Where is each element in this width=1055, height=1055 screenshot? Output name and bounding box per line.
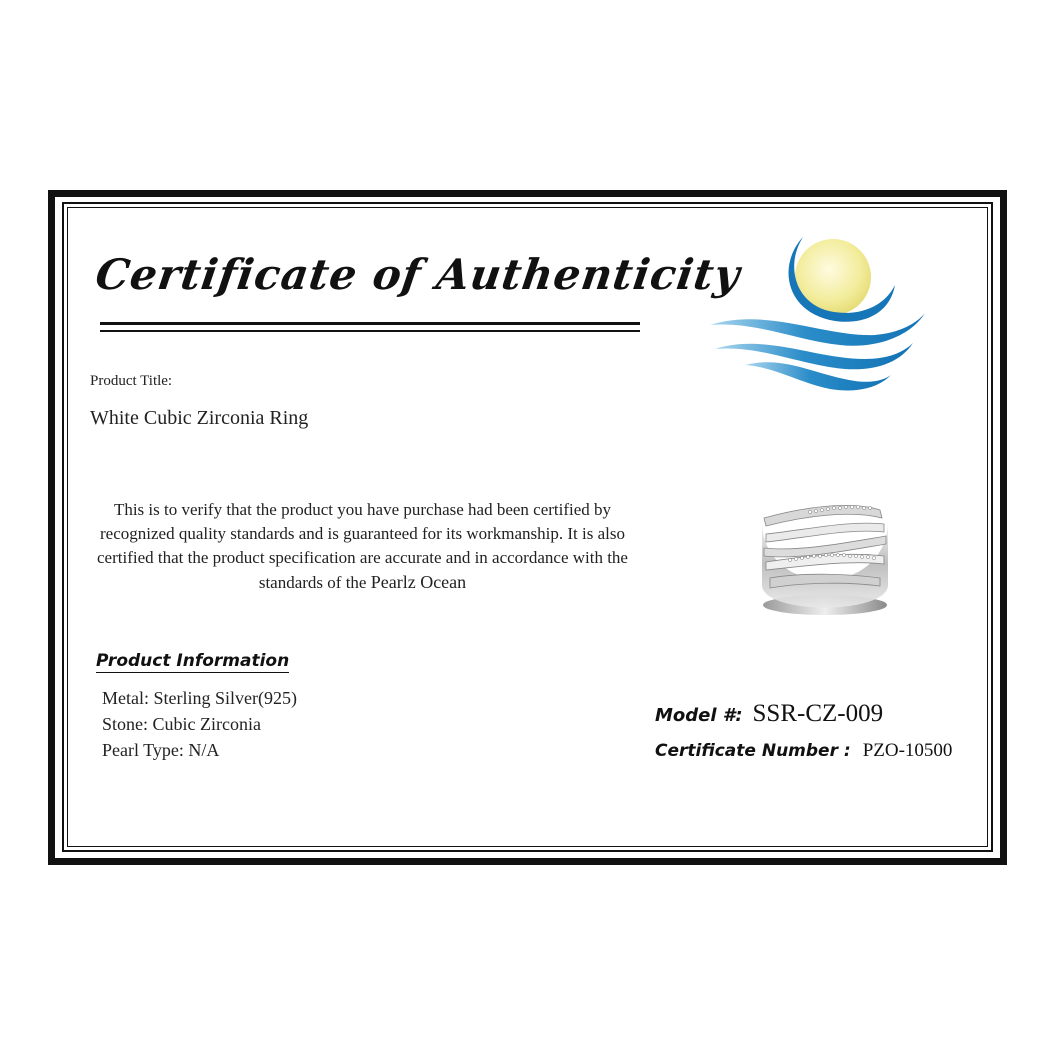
- silver-ring-photo-icon: [750, 490, 900, 620]
- product-info-heading: Product Information: [96, 651, 290, 671]
- model-label: Model #:: [655, 705, 743, 726]
- sun-over-waves-logo-icon: [705, 225, 930, 395]
- model-value: SSR-CZ-009: [752, 700, 884, 727]
- certificate-number-label: Certificate Number :: [655, 741, 851, 761]
- wave-top: [710, 313, 925, 346]
- verification-text: This is to verify that the product you have purchase had been certified by recognized quality standards and is guaranteed for its workmanship. It is also certified that the product specification are accurate and in accordance with the standards of the: [97, 500, 628, 592]
- product-title: White Cubic Zirconia Ring: [90, 407, 309, 429]
- product-title-label: Product Title:: [90, 373, 173, 389]
- metal-line: Metal: Sterling Silver(925): [102, 688, 297, 708]
- certificate-number-value: PZO-10500: [862, 740, 953, 761]
- model-number-row: [655, 700, 883, 728]
- title-underline-thin: [100, 330, 640, 332]
- brand-name: Pearlz Ocean: [370, 572, 467, 592]
- product-info-list: [102, 685, 297, 763]
- stone-line: Stone: Cubic Zirconia: [102, 714, 261, 734]
- certificate-title: Certificate of Authenticity: [92, 250, 744, 299]
- verification-paragraph: [90, 498, 635, 595]
- wave-middle: [715, 343, 913, 369]
- title-underline-thick: [100, 322, 640, 325]
- certificate-number-row: [655, 740, 952, 762]
- pearl-type-line: Pearl Type: N/A: [102, 740, 220, 760]
